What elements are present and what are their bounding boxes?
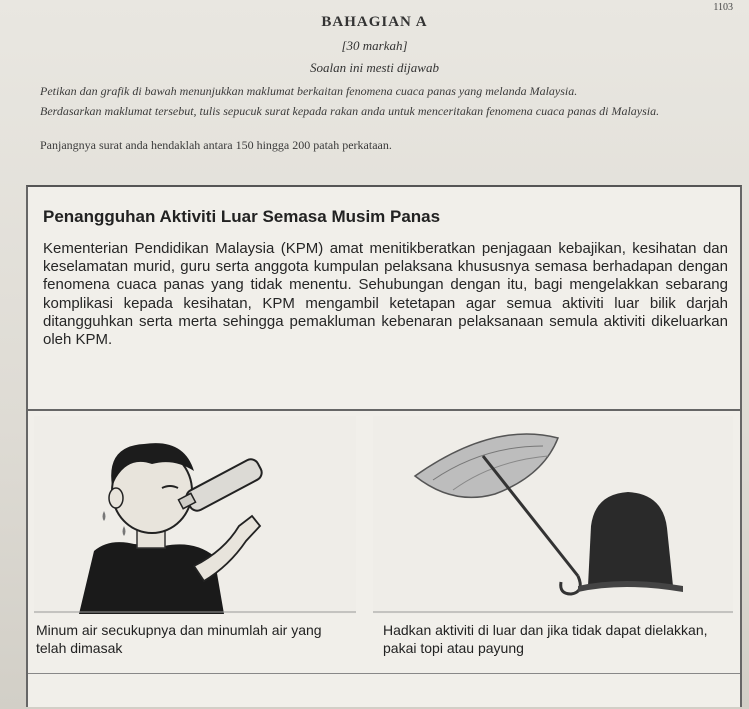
umbrella-cap-illustration	[373, 416, 733, 614]
article-body: Kementerian Pendidikan Malaysia (KPM) amat menitikberatkan penjagaan kebajikan, kesihatan dan keselamatan murid, guru serta anggota kumpulan pelaksana khususnya semasa berhadapan dengan fenomena cuaca panas yang tidak menentu. Sehubungan dengan itu, bagi mengelakkan sebarang komplikasi kepada kesihatan, KPM mengambil ketetapan agar semua aktiviti luar bilik darjah ditangguhkan serta merta sehingga pemakluman kebenaran pelaksanaan semula aktiviti dikeluarkan oleh KPM.	[43, 240, 728, 349]
instruction-line-2: Berdasarkan maklumat tersebut, tulis sepucuk surat kepada rakan anda untuk menceritakan fenomena cuaca panas di Malaysia.	[40, 104, 660, 118]
page-number: 1103	[713, 2, 733, 13]
instruction-line-1: Petikan dan grafik di bawah menunjukkan maklumat berkaitan fenomena cuaca panas yang melanda Malaysia.	[40, 84, 578, 98]
limit-activity-caption: Hadkan aktiviti di luar dan jika tidak dapat dielakkan, pakai topi atau payung	[383, 622, 708, 656]
drink-water-caption: Minum air secukupnya dan minumlah air yang telah dimasak	[36, 622, 322, 656]
section-divider	[28, 409, 740, 411]
umbrella-cap-panel	[373, 416, 733, 686]
drinking-boy-illustration	[34, 416, 356, 614]
instruction-line-3: Panjangnya surat anda hendaklah antara 150 hingga 200 patah perkataan.	[40, 138, 392, 152]
article-box	[26, 185, 742, 707]
article-title: Penangguhan Aktiviti Luar Semasa Musim Panas	[43, 207, 441, 226]
marks-label: [30 markah]	[341, 38, 408, 53]
question-note: Soalan ini mesti dijawab	[310, 60, 439, 75]
section-title: BAHAGIAN A	[321, 14, 428, 30]
bottom-rule	[28, 673, 740, 674]
drinking-water-panel	[34, 416, 356, 686]
